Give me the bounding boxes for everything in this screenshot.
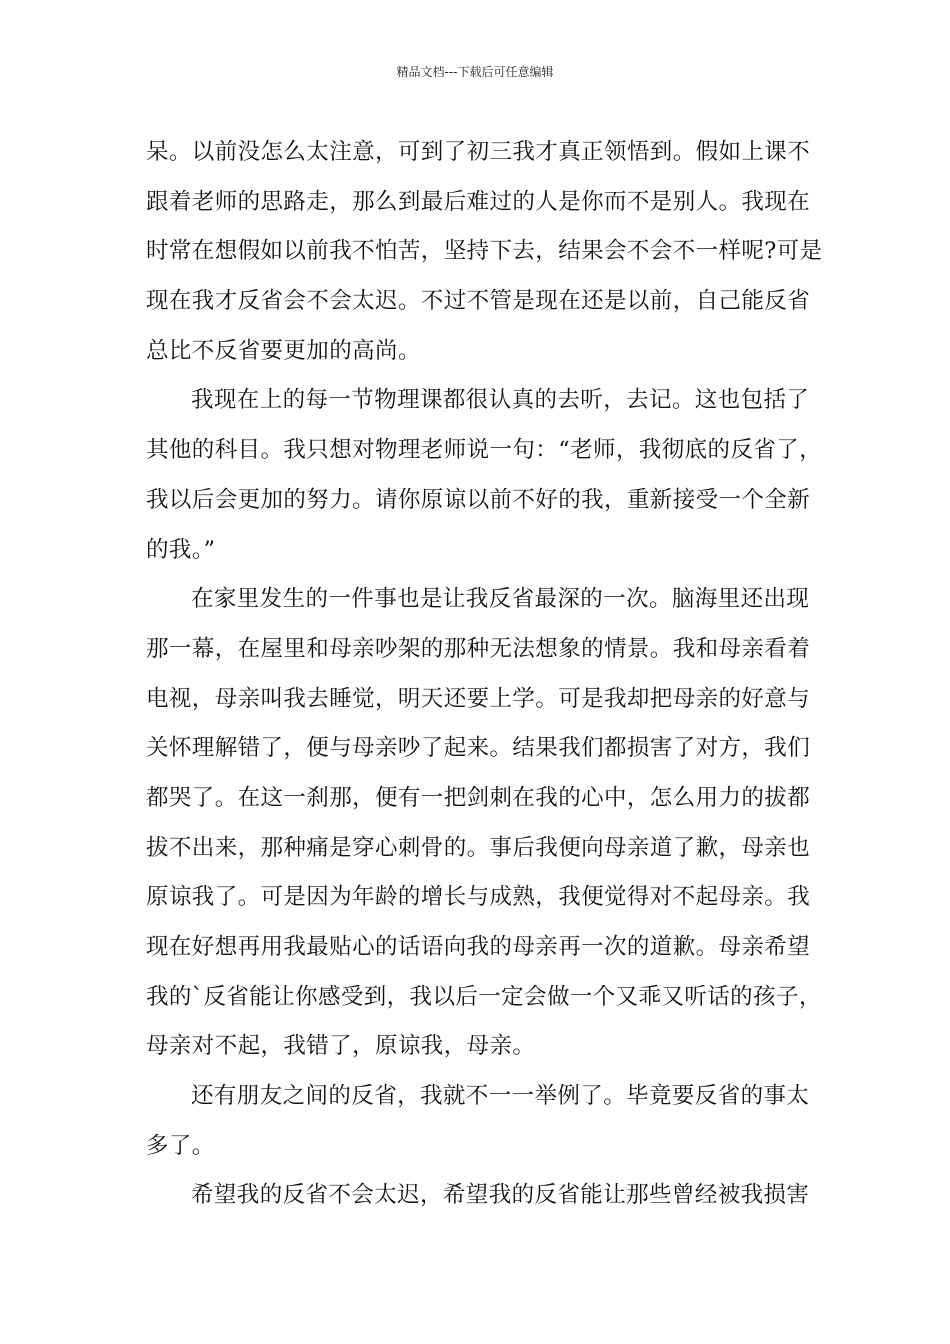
- text-line: 我以后会更加的努力。请你原谅以前不好的我，重新接受一个全新: [146, 486, 811, 513]
- text-line: 现在我才反省会不会太迟。不过不管是现在还是以前，自己能反省: [146, 288, 811, 315]
- text-line: 跟着老师的思路走，那么到最后难过的人是你而不是别人。我现在: [146, 188, 811, 215]
- text-line: 都哭了。在这一刹那，便有一把剑刺在我的心中，怎么用力的拔都: [146, 784, 811, 811]
- text-line: 总比不反省要更加的高尚。: [146, 337, 421, 364]
- text-line: 原谅我了。可是因为年龄的增长与成熟，我便觉得对不起母亲。我: [146, 884, 811, 911]
- paragraph-4: [146, 1072, 808, 1171]
- text-line: 希望我的反省不会太迟，希望我的反省能让那些曾经被我损害: [191, 1182, 810, 1209]
- paragraph-3: [146, 575, 822, 1072]
- text-line: 关怀理解错了，便与母亲吵了起来。结果我们都损害了对方，我们: [146, 735, 811, 762]
- text-line: 时常在想假如以前我不怕苦，坚持下去，结果会不会不一样呢?可是: [146, 238, 823, 265]
- text-line: 还有朋友之间的反省，我就不一一举例了。毕竟要反省的事太: [191, 1083, 810, 1110]
- text-line: 在家里发生的一件事也是让我反省最深的一次。脑海里还出现: [191, 586, 810, 613]
- paragraph-1: [146, 128, 823, 376]
- paragraph-2: [146, 376, 823, 575]
- text-line: 的我。”: [146, 536, 216, 563]
- text-line: 那一幕，在屋里和母亲吵架的那种无法想象的情景。我和母亲看着: [146, 635, 811, 662]
- text-line: 呆。以前没怎么太注意，可到了初三我才真正领悟到。假如上课不: [146, 139, 811, 165]
- text-line: 母亲对不起，我错了，原谅我，母亲。: [146, 1033, 536, 1060]
- text-line: 我现在上的每一节物理课都很认真的去听，去记。这也包括了: [191, 387, 810, 414]
- paragraph-5: [146, 1171, 808, 1221]
- text-line: 电视，母亲叫我去睡觉，明天还要上学。可是我却把母亲的好意与: [146, 685, 811, 712]
- text-line: 其他的科目。我只想对物理老师说一句：“老师，我彻底的反省了，: [146, 437, 823, 464]
- text-line: 拔不出来，那种痛是穿心刺骨的。事后我便向母亲道了歉，母亲也: [146, 834, 811, 861]
- text-line: 我的`反省能让你感受到，我以后一定会做一个又乖又听话的孩子，: [146, 983, 822, 1010]
- text-line: 现在好想再用我最贴心的话语向我的母亲再一次的道歉。母亲希望: [146, 934, 811, 960]
- document-body: [146, 128, 823, 1221]
- page-header: 精品文档---下载后可任意编辑: [396, 65, 554, 79]
- text-line: 多了。: [146, 1132, 215, 1159]
